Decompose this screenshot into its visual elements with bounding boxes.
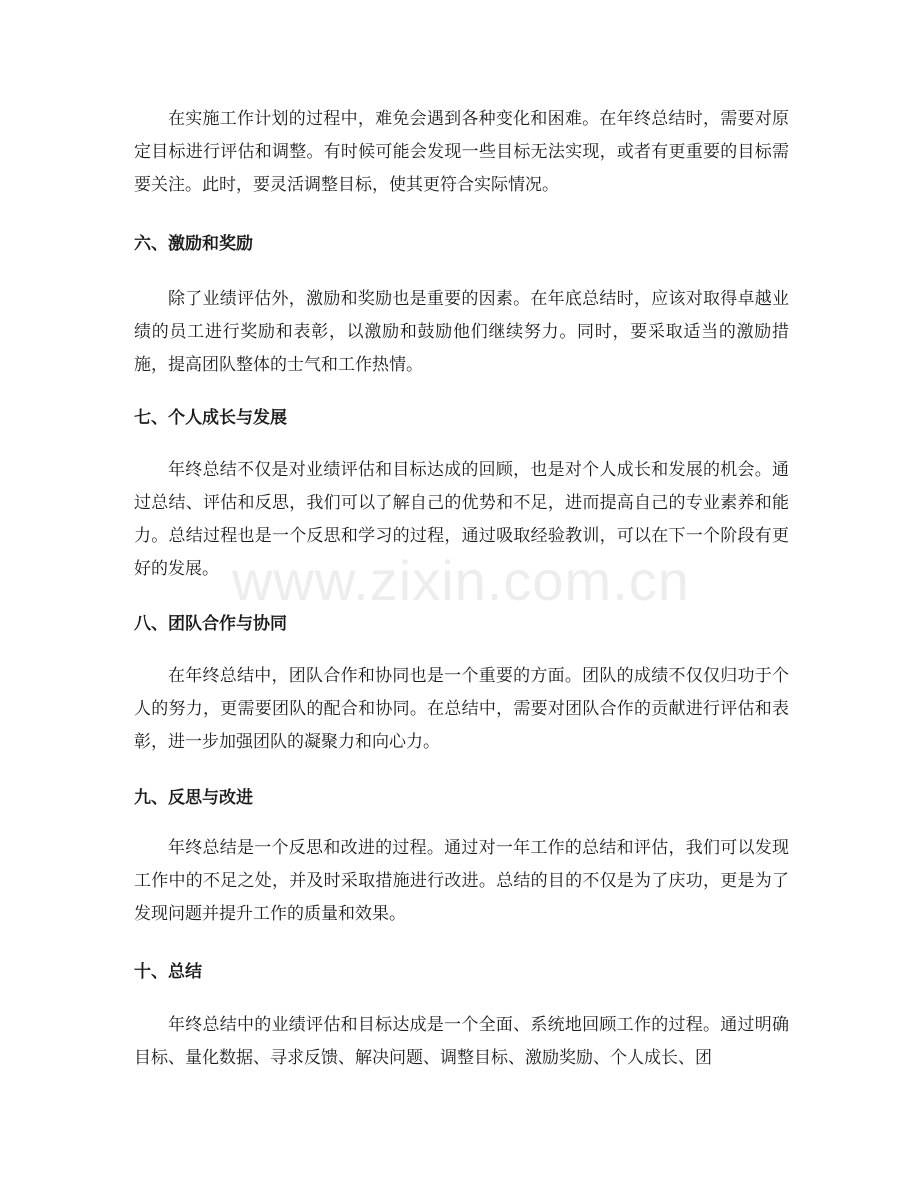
paragraph-summary: 年终总结中的业绩评估和目标达成是一个全面、系统地回顾工作的过程。通过明确目标、量化数据、寻求反馈、解决问题、调整目标、激励奖励、个人成长、团 <box>134 1015 789 1068</box>
heading-teamwork: 八、团队合作与协同 <box>134 614 287 634</box>
watermark: www.zixin.com.cn <box>232 549 690 612</box>
paragraph-adjust-goals: 在实施工作计划的过程中，难免会遇到各种变化和困难。在年终总结时，需要对原定目标进行评估和调整。有时候可能会发现一些目标无法实现，或者有更重要的目标需要关注。此时，要灵活调整目标，使其更符合实际情况。 <box>134 109 789 195</box>
heading-summary: 十、总结 <box>134 962 202 982</box>
heading-incentives: 六、激励和奖励 <box>134 234 253 254</box>
heading-personal-growth: 七、个人成长与发展 <box>134 408 287 428</box>
paragraph-incentives: 除了业绩评估外，激励和奖励也是重要的因素。在年底总结时，应该对取得卓越业绩的员工进行奖励和表彰，以激励和鼓励他们继续努力。同时，要采取适当的激励措施，提高团队整体的士气和工作热情。 <box>134 289 789 375</box>
paragraph-teamwork: 在年终总结中，团队合作和协同也是一个重要的方面。团队的成绩不仅仅归功于个人的努力，更需要团队的配合和协同。在总结中，需要对团队合作的贡献进行评估和表彰，进一步加强团队的凝聚力和向心力。 <box>134 666 789 752</box>
paragraph-personal-growth: 年终总结不仅是对业绩评估和目标达成的回顾，也是对个人成长和发展的机会。通过总结、评估和反思，我们可以了解自己的优势和不足，进而提高自己的专业素养和能力。总结过程也是一个反思和学习的过程，通过吸取经验教训，可以在下一个阶段有更好的发展。 <box>134 460 789 579</box>
paragraph-reflection: 年终总结是一个反思和改进的过程。通过对一年工作的总结和评估，我们可以发现工作中的不足之处，并及时采取措施进行改进。总结的目的不仅是为了庆功，更是为了发现问题并提升工作的质量和效果。 <box>134 838 789 924</box>
heading-reflection: 九、反思与改进 <box>134 788 253 808</box>
